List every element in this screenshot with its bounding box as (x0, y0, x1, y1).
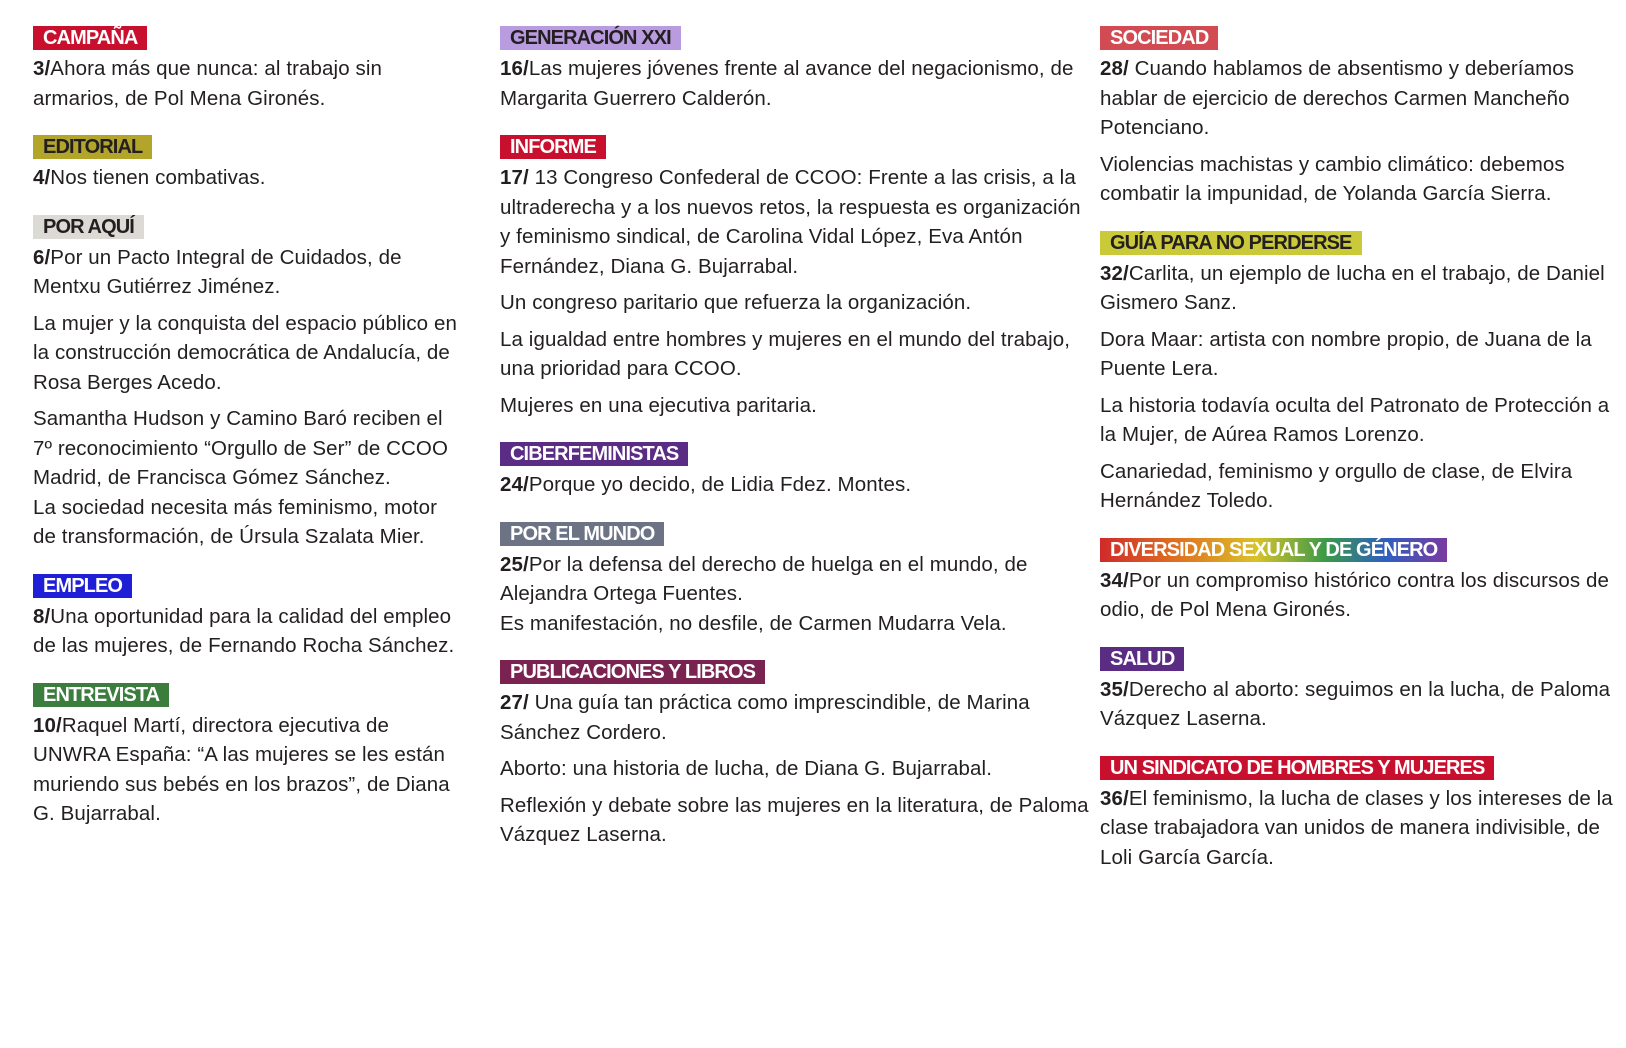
entry-text: Por la defensa del derecho de huelga en el mundo, de Alejandra Ortega Fuentes. (500, 552, 1028, 605)
toc-entry (33, 163, 463, 193)
page-number: 34/ (1100, 568, 1129, 592)
section-editorial (33, 135, 463, 193)
toc-entry (33, 404, 463, 493)
page-number: 17/ (500, 166, 529, 189)
entry-text: La sociedad necesita más feminismo, motor de transformación, de Úrsula Szalata Mier. (33, 495, 438, 548)
page-number: 35/ (1100, 677, 1129, 701)
entry-text: Aborto: una historia de lucha, de Diana G. Bujarrabal. (500, 757, 992, 780)
page-number: 32/ (1100, 261, 1129, 285)
toc-entry (500, 288, 1090, 318)
toc-entry (1100, 784, 1620, 873)
section-tag: ENTREVISTA (33, 683, 169, 707)
section-guia-para-no-perderse (1100, 231, 1620, 516)
toc-entry (500, 163, 1090, 281)
entry-text: Carlita, un ejemplo de lucha en el trabajo, de Daniel Gismero Sanz. (1100, 261, 1605, 314)
page-number: 27/ (500, 691, 529, 714)
page-number: 10/ (33, 713, 62, 737)
section-ciberfeministas (500, 442, 1090, 500)
section-tag: SOCIEDAD (1100, 26, 1218, 50)
section-por-el-mundo (500, 522, 1090, 639)
toc-column-right (1100, 26, 1620, 894)
entry-text: La mujer y la conquista del espacio público en la construcción democrática de Andalucía, de Rosa Berges Acedo. (33, 311, 457, 394)
section-sociedad (1100, 26, 1620, 209)
section-informe (500, 135, 1090, 420)
entry-text: Canariedad, feminismo y orgullo de clase, de Elvira Hernández Toledo. (1100, 459, 1573, 512)
section-por-aqui (33, 215, 463, 552)
section-tag: CAMPAÑA (33, 26, 147, 50)
entry-text: La igualdad entre hombres y mujeres en el mundo del trabajo, una prioridad para CCOO. (500, 327, 1071, 380)
toc-entry (500, 550, 1090, 609)
toc-entry (1100, 457, 1620, 516)
toc-entry (1100, 391, 1620, 450)
section-tag: EMPLEO (33, 574, 132, 598)
toc-entry (1100, 325, 1620, 384)
toc-entry (1100, 54, 1620, 143)
page-number: 6/ (33, 245, 51, 269)
page-number: 3/ (33, 57, 51, 80)
entry-text: Una guía tan práctica como imprescindible, de Marina Sánchez Cordero. (500, 691, 1030, 744)
toc-column-middle (500, 26, 1090, 872)
entry-text: Por un compromiso histórico contra los discursos de odio, de Pol Mena Gironés. (1100, 568, 1610, 621)
entry-text: Las mujeres jóvenes frente al avance del negacionismo, de Margarita Guerrero Calderón. (500, 57, 1074, 110)
entry-text: 13 Congreso Confederal de CCOO: Frente a las crisis, a la ultraderecha y a los nuevos retos, la respuesta es organización y feminismo sindical, de Carolina Vidal López, Eva Antón Fernández, Diana G. Bujarrabal. (500, 166, 1081, 278)
section-diversidad-sexual-y-de-genero (1100, 538, 1620, 625)
toc-entry (33, 243, 463, 302)
toc-entry (500, 754, 1090, 784)
entry-text: Es manifestación, no desfile, de Carmen Mudarra Vela. (500, 611, 1007, 635)
toc-entry (500, 688, 1090, 747)
section-campana (33, 26, 463, 113)
toc-entry (500, 391, 1090, 421)
section-tag: PUBLICACIONES Y LIBROS (500, 660, 765, 684)
page-number: 8/ (33, 604, 51, 628)
page-number: 16/ (500, 57, 529, 80)
section-tag: GUÍA PARA NO PERDERSE (1100, 231, 1362, 255)
entry-text: Por un Pacto Integral de Cuidados, de Mentxu Gutiérrez Jiménez. (33, 245, 402, 298)
entry-text: Samantha Hudson y Camino Baró reciben el 7º reconocimiento “Orgullo de Ser” de CCOO Madrid, de Francisca Gómez Sánchez. (33, 407, 449, 489)
entry-text: Reflexión y debate sobre las mujeres en la literatura, de Paloma Vázquez Laserna. (500, 793, 1089, 846)
section-salud (1100, 647, 1620, 734)
entry-text: Ahora más que nunca: al trabajo sin armarios, de Pol Mena Gironés. (33, 57, 382, 110)
entry-text: La historia todavía oculta del Patronato de Protección a la Mujer, de Aúrea Ramos Lorenzo. (1100, 393, 1610, 446)
section-tag: SALUD (1100, 647, 1184, 671)
page-number: 25/ (500, 552, 529, 576)
entry-text: El feminismo, la lucha de clases y los intereses de la clase trabajadora van unidos de manera indivisible, de Loli García García. (1100, 786, 1613, 869)
toc-entry (500, 325, 1090, 384)
section-publicaciones-y-libros (500, 660, 1090, 850)
entry-text: Porque yo decido, de Lidia Fdez. Montes. (528, 473, 912, 496)
toc-entry (33, 54, 463, 113)
toc-entry (1100, 259, 1620, 318)
toc-entry (500, 54, 1090, 113)
toc-entry (1100, 566, 1620, 625)
section-tag: GENERACIÓN XXI (500, 26, 681, 50)
toc-entry (500, 609, 1090, 639)
section-generacion-xxi (500, 26, 1090, 113)
entry-text: Dora Maar: artista con nombre propio, de Juana de la Puente Lera. (1100, 327, 1592, 380)
entry-text: Nos tienen combativas. (50, 166, 266, 189)
entry-text: Derecho al aborto: seguimos en la lucha, de Paloma Vázquez Laserna. (1100, 677, 1611, 730)
page-number: 36/ (1100, 786, 1129, 810)
entry-text: Cuando hablamos de absentismo y deberíamos hablar de ejercicio de derechos Carmen Mancheño Potenciano. (1100, 57, 1575, 139)
toc-entry (500, 470, 1090, 500)
section-empleo (33, 574, 463, 661)
section-un-sindicato-de-hombres-y-mujeres (1100, 756, 1620, 873)
toc-entry (33, 711, 463, 829)
page-number: 28/ (1100, 57, 1129, 80)
toc-entry (1100, 150, 1620, 209)
toc-column-left (33, 26, 463, 851)
page-number: 24/ (500, 473, 529, 496)
section-tag: DIVERSIDAD SEXUAL Y DE GÉNERO (1100, 538, 1447, 562)
entry-text: Violencias machistas y cambio climático: debemos combatir la impunidad, de Yolanda García Sierra. (1100, 152, 1565, 205)
section-tag: POR AQUÍ (33, 215, 144, 239)
entry-text: Una oportunidad para la calidad del empleo de las mujeres, de Fernando Rocha Sánchez. (33, 604, 455, 657)
toc-entry (33, 602, 463, 661)
section-tag: CIBERFEMINISTAS (500, 442, 688, 466)
toc-entry (1100, 675, 1620, 734)
section-tag: EDITORIAL (33, 135, 152, 159)
toc-entry (33, 493, 463, 552)
entry-text: Un congreso paritario que refuerza la organización. (500, 291, 972, 314)
section-entrevista (33, 683, 463, 829)
section-tag: POR EL MUNDO (500, 522, 664, 546)
section-tag: INFORME (500, 135, 606, 159)
entry-text: Raquel Martí, directora ejecutiva de UNWRA España: “A las mujeres se les están muriendo sus bebés en los brazos”, de Diana G. Bujarrabal. (33, 713, 450, 825)
toc-entry (33, 309, 463, 398)
toc-entry (500, 791, 1090, 850)
entry-text: Mujeres en una ejecutiva paritaria. (500, 393, 817, 417)
page-number: 4/ (33, 166, 51, 189)
section-tag: UN SINDICATO DE HOMBRES Y MUJERES (1100, 756, 1494, 780)
